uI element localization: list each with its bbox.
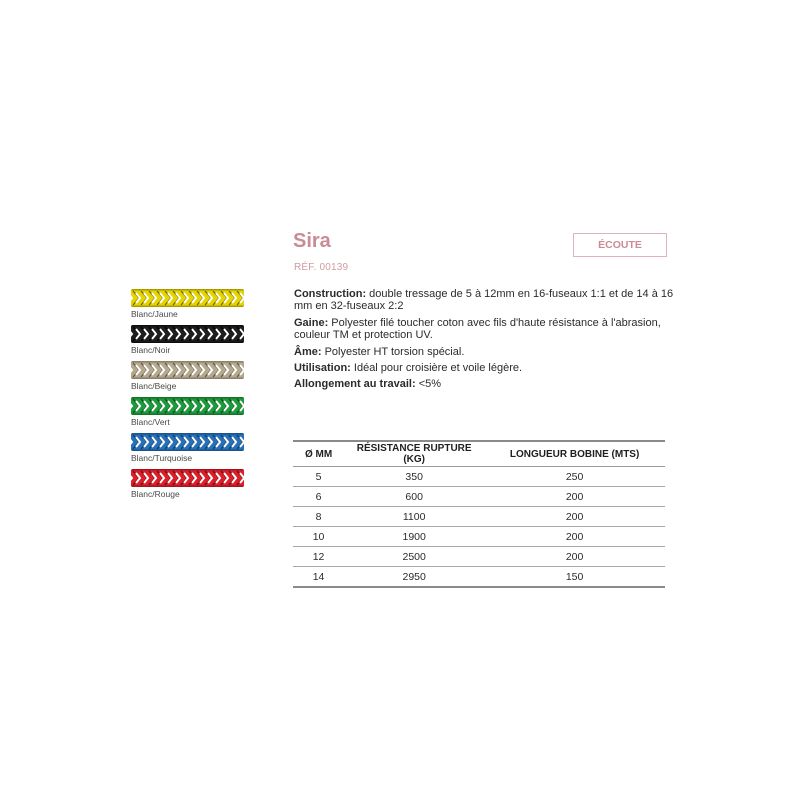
gaine-text: Polyester filé toucher coton avec fils d'haute résistance à l'abrasion, couleur TM et protection UV. <box>294 316 661 342</box>
cell-strength: 1900 <box>344 527 484 547</box>
swatch-blanc-noir[interactable] <box>131 325 246 361</box>
table-row <box>293 527 665 547</box>
swatch-label: Blanc/Jaune <box>131 309 178 319</box>
swatch-blanc-turquoise[interactable] <box>131 433 246 469</box>
cell-strength: 2950 <box>344 567 484 588</box>
ame-label: Âme: <box>294 345 322 358</box>
swatch-label: Blanc/Beige <box>131 381 177 391</box>
table-row <box>293 467 665 487</box>
cell-strength: 350 <box>344 467 484 487</box>
ame-text: Polyester HT torsion spécial. <box>321 345 465 358</box>
table-row <box>293 547 665 567</box>
color-swatches <box>131 289 246 505</box>
swatch-blanc-rouge[interactable] <box>131 469 246 505</box>
gaine-line <box>294 317 674 342</box>
utilisation-line <box>294 362 674 374</box>
header-spool-length: LONGUEUR BOBINE (MTS) <box>484 441 665 467</box>
ame-line <box>294 346 674 358</box>
swatch-label: Blanc/Turquoise <box>131 453 193 463</box>
cell-strength: 2500 <box>344 547 484 567</box>
product-title: Sira <box>293 230 331 252</box>
table-row <box>293 567 665 588</box>
utilisation-label: Utilisation: <box>294 362 351 375</box>
cell-diameter: 5 <box>293 467 344 487</box>
cell-diameter: 6 <box>293 487 344 507</box>
product-reference: RÉF. 00139 <box>294 262 349 273</box>
cell-length: 250 <box>484 467 665 487</box>
gaine-label: Gaine: <box>294 316 329 329</box>
header-diameter: Ø MM <box>293 441 344 467</box>
product-description <box>294 288 674 395</box>
allongement-label: Allongement au travail: <box>294 378 416 391</box>
cell-length: 200 <box>484 487 665 507</box>
swatch-blanc-jaune[interactable] <box>131 289 246 325</box>
cell-strength: 1100 <box>344 507 484 527</box>
table-row <box>293 507 665 527</box>
cell-diameter: 14 <box>293 567 344 588</box>
cell-length: 200 <box>484 547 665 567</box>
swatch-label: Blanc/Rouge <box>131 489 180 499</box>
cell-strength: 600 <box>344 487 484 507</box>
cell-diameter: 8 <box>293 507 344 527</box>
cell-length: 200 <box>484 507 665 527</box>
rope-image <box>131 397 244 415</box>
cell-diameter: 12 <box>293 547 344 567</box>
allongement-text: <5% <box>415 378 442 391</box>
rope-image <box>131 325 244 343</box>
swatch-blanc-vert[interactable] <box>131 397 246 433</box>
category-badge[interactable]: ÉCOUTE <box>573 233 667 257</box>
cell-diameter: 10 <box>293 527 344 547</box>
construction-line <box>294 288 674 313</box>
swatch-label: Blanc/Vert <box>131 417 170 427</box>
rope-image <box>131 361 244 379</box>
allongement-line <box>294 378 674 390</box>
utilisation-text: Idéal pour croisière et voile légère. <box>350 362 523 375</box>
construction-label: Construction: <box>294 288 367 300</box>
rope-image <box>131 289 244 307</box>
header-breaking-strength: RÉSISTANCE RUPTURE (KG) <box>344 441 484 467</box>
cell-length: 200 <box>484 527 665 547</box>
swatch-blanc-beige[interactable] <box>131 361 246 397</box>
table-header-row <box>293 441 665 467</box>
spec-table <box>293 440 665 588</box>
cell-length: 150 <box>484 567 665 588</box>
construction-text: double tressage de 5 à 12mm en 16-fuseaux 1:1 et de 14 à 16 mm en 32-fuseaux 2:2 <box>294 288 674 313</box>
swatch-label: Blanc/Noir <box>131 345 171 355</box>
table-row <box>293 487 665 507</box>
rope-image <box>131 469 244 487</box>
rope-image <box>131 433 244 451</box>
